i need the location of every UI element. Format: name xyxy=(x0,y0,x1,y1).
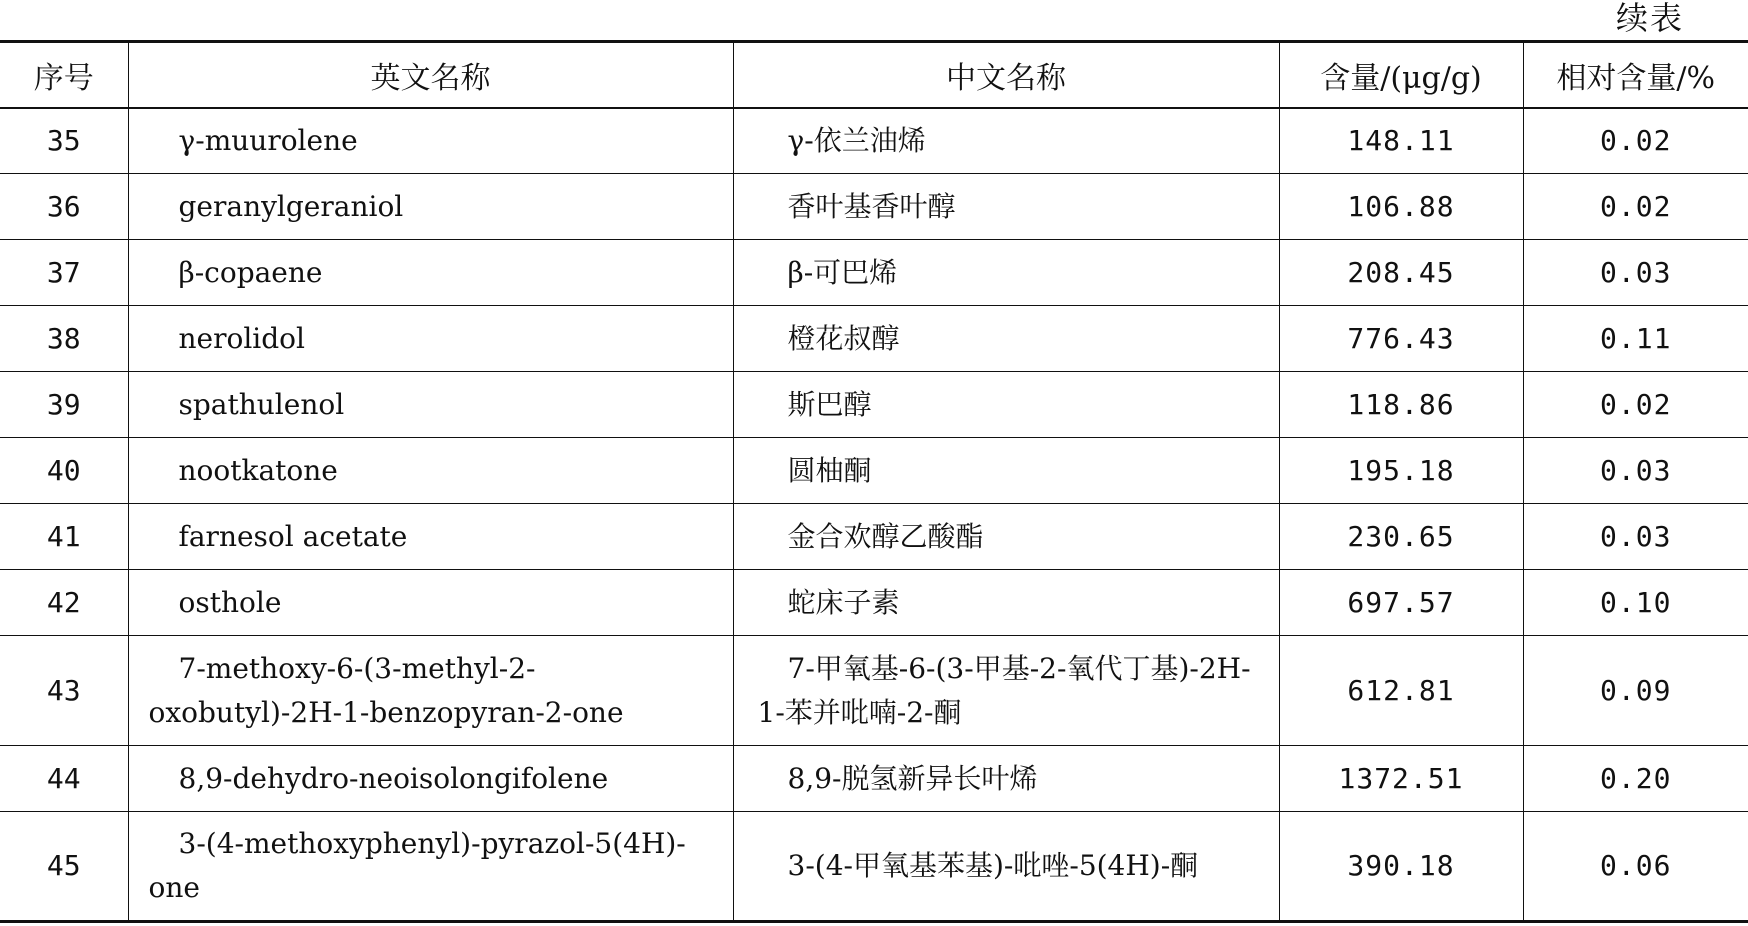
cell-chinese-name-cell xyxy=(733,812,1279,922)
cell-chinese-name-cell xyxy=(733,438,1279,504)
cell-content: 612.81 xyxy=(1279,636,1523,746)
cell-chinese-name-cell xyxy=(733,240,1279,306)
cell-content: 390.18 xyxy=(1279,812,1523,922)
cell-chinese-name: 香叶基香叶醇 xyxy=(787,189,956,223)
cell-english-name-cell xyxy=(128,108,733,174)
cell-index: 44 xyxy=(0,746,128,812)
cell-content: 1372.51 xyxy=(1279,746,1523,812)
cell-content: 148.11 xyxy=(1279,108,1523,174)
cell-english-name-cell xyxy=(128,306,733,372)
cell-content: 697.57 xyxy=(1279,570,1523,636)
cell-chinese-name-cell xyxy=(733,636,1279,746)
table-row xyxy=(0,174,1748,240)
cell-english-name: osthole xyxy=(178,585,282,619)
table-row xyxy=(0,812,1748,922)
cell-index: 43 xyxy=(0,636,128,746)
header-content: 含量/(μg/g) xyxy=(1279,42,1523,108)
cell-chinese-name-cell xyxy=(733,108,1279,174)
cell-chinese-name-cell xyxy=(733,570,1279,636)
cell-index: 40 xyxy=(0,438,128,504)
cell-english-name-cell xyxy=(128,372,733,438)
cell-english-name: β-copaene xyxy=(178,255,323,289)
cell-english-name: 7-methoxy-6-(3-methyl-2-oxobutyl)-2H-1-benzopyran-2-one xyxy=(148,651,624,729)
cell-chinese-name: 蛇床子素 xyxy=(787,585,900,619)
cell-relative-content: 0.09 xyxy=(1523,636,1748,746)
cell-english-name-cell xyxy=(128,504,733,570)
cell-index: 39 xyxy=(0,372,128,438)
cell-english-name-cell xyxy=(128,812,733,922)
cell-english-name: 8,9-dehydro-neoisolongifolene xyxy=(178,761,609,795)
cell-chinese-name: γ-依兰油烯 xyxy=(787,123,926,157)
cell-chinese-name: 圆柚酮 xyxy=(787,453,872,487)
cell-english-name: γ-muurolene xyxy=(178,123,358,157)
cell-relative-content: 0.03 xyxy=(1523,504,1748,570)
cell-english-name-cell xyxy=(128,174,733,240)
cell-chinese-name-cell xyxy=(733,746,1279,812)
cell-relative-content: 0.03 xyxy=(1523,240,1748,306)
cell-relative-content: 0.02 xyxy=(1523,108,1748,174)
cell-index: 42 xyxy=(0,570,128,636)
cell-chinese-name: β-可巴烯 xyxy=(787,255,898,289)
cell-relative-content: 0.02 xyxy=(1523,372,1748,438)
header-relative-content: 相对含量/% xyxy=(1523,42,1748,108)
cell-chinese-name-cell xyxy=(733,504,1279,570)
cell-english-name: geranylgeraniol xyxy=(178,189,404,223)
table-row xyxy=(0,108,1748,174)
table-row xyxy=(0,746,1748,812)
header-chinese-name: 中文名称 xyxy=(733,42,1279,108)
cell-index: 37 xyxy=(0,240,128,306)
compound-table xyxy=(0,40,1748,923)
table-row xyxy=(0,306,1748,372)
cell-relative-content: 0.10 xyxy=(1523,570,1748,636)
table-row xyxy=(0,372,1748,438)
table-row xyxy=(0,504,1748,570)
cell-index: 38 xyxy=(0,306,128,372)
cell-chinese-name-cell xyxy=(733,174,1279,240)
cell-english-name: farnesol acetate xyxy=(178,519,408,553)
cell-chinese-name: 7-甲氧基-6-(3-甲基-2-氧代丁基)-2H-1-苯并吡喃-2-酮 xyxy=(757,651,1251,729)
cell-index: 35 xyxy=(0,108,128,174)
cell-english-name: nerolidol xyxy=(178,321,305,355)
cell-chinese-name: 斯巴醇 xyxy=(787,387,872,421)
cell-english-name: nootkatone xyxy=(178,453,338,487)
cell-chinese-name-cell xyxy=(733,306,1279,372)
cell-chinese-name: 3-(4-甲氧基苯基)-吡唑-5(4H)-酮 xyxy=(787,849,1199,882)
cell-english-name-cell xyxy=(128,438,733,504)
cell-chinese-name: 8,9-脱氢新异长叶烯 xyxy=(787,761,1038,795)
cell-english-name-cell xyxy=(128,636,733,746)
cell-content: 195.18 xyxy=(1279,438,1523,504)
header-index: 序号 xyxy=(0,42,128,108)
cell-english-name-cell xyxy=(128,240,733,306)
cell-index: 45 xyxy=(0,812,128,922)
cell-relative-content: 0.02 xyxy=(1523,174,1748,240)
cell-english-name-cell xyxy=(128,746,733,812)
cell-english-name: spathulenol xyxy=(178,387,345,421)
cell-english-name-cell xyxy=(128,570,733,636)
cell-chinese-name: 金合欢醇乙酸酯 xyxy=(787,519,984,553)
cell-content: 118.86 xyxy=(1279,372,1523,438)
cell-chinese-name: 橙花叔醇 xyxy=(787,321,900,355)
cell-relative-content: 0.03 xyxy=(1523,438,1748,504)
cell-index: 41 xyxy=(0,504,128,570)
table-row xyxy=(0,240,1748,306)
cell-content: 776.43 xyxy=(1279,306,1523,372)
header-english-name: 英文名称 xyxy=(128,42,733,108)
cell-relative-content: 0.11 xyxy=(1523,306,1748,372)
table-row xyxy=(0,438,1748,504)
table-row xyxy=(0,636,1748,746)
cell-content: 230.65 xyxy=(1279,504,1523,570)
cell-content: 106.88 xyxy=(1279,174,1523,240)
table-header-row xyxy=(0,42,1748,108)
cell-relative-content: 0.06 xyxy=(1523,812,1748,922)
cell-index: 36 xyxy=(0,174,128,240)
continued-table-label: 续表 xyxy=(1615,0,1684,37)
table-row xyxy=(0,570,1748,636)
cell-chinese-name-cell xyxy=(733,372,1279,438)
cell-content: 208.45 xyxy=(1279,240,1523,306)
cell-english-name: 3-(4-methoxyphenyl)-pyrazol-5(4H)-one xyxy=(148,827,686,904)
cell-relative-content: 0.20 xyxy=(1523,746,1748,812)
